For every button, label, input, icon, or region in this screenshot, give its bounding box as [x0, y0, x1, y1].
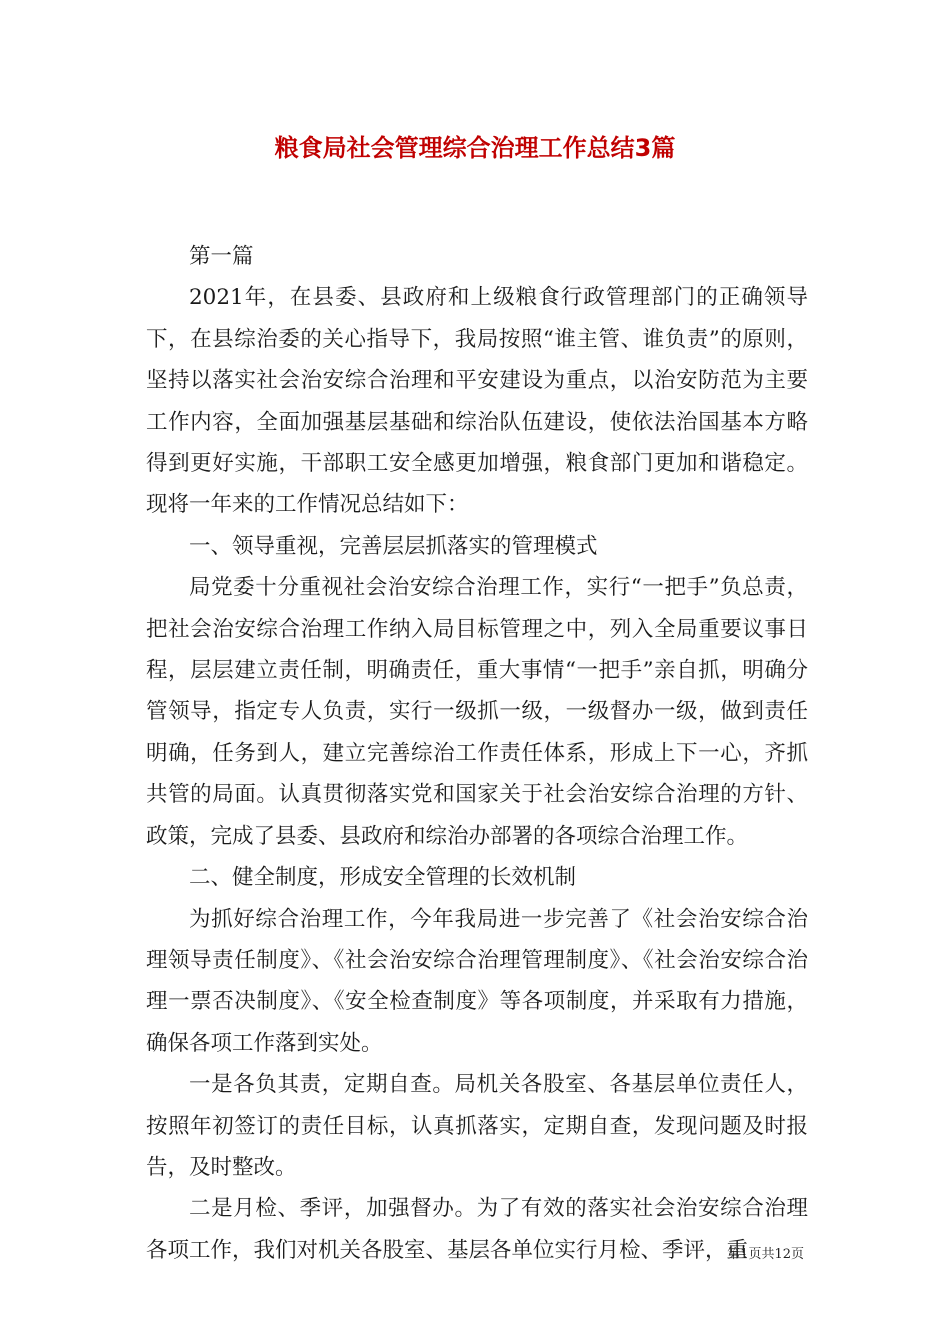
paragraph-self-check: 一是各负其责，定期自查。局机关各股室、各基层单位责任人，按照年初签订的责任目标，认真抓落实，定期自查，发现问题及时报告，及时整改。: [146, 1072, 808, 1180]
paragraph-intro: 2021年，在县委、县政府和上级粮食行政管理部门的正确领导下，在县综治委的关心指导下，我局按照“谁主管、谁负责”的原则，坚持以落实社会治安综合治理和平安建设为重点，以治安防范为主要工作内容，全面加强基层基础和综治队伍建设，使依法治国基本方略得到更好实施，干部职工安全感更加增强，粮食部门更加和谐稳定。现将一年来的工作情况总结如下：: [146, 285, 808, 518]
section-heading-1: 一、领导重视，完善层层抓落实的管理模式: [189, 533, 598, 559]
document-body: [146, 236, 808, 1271]
page-number: 第1页共12页: [727, 1247, 804, 1262]
document-title: 粮食局社会管理综合治理工作总结3篇: [274, 134, 676, 162]
section-heading-2: 二、健全制度，形成安全管理的长效机制: [189, 865, 577, 891]
section-label: 第一篇: [189, 244, 254, 269]
paragraph-leadership: 局党委十分重视社会治安综合治理工作，实行“一把手”负总责，把社会治安综合治理工作纳入局目标管理之中，列入全局重要议事日程，层层建立责任制，明确责任，重大事情“一把手”亲自抓，明确分管领导，指定专人负责，实行一级抓一级，一级督办一级，做到责任明确，任务到人，建立完善综治工作责任体系，形成上下一心，齐抓共管的局面。认真贯彻落实党和国家关于社会治安综合治理的方针、政策，完成了县委、县政府和综治办部署的各项综合治理工作。: [146, 575, 808, 849]
paragraph-monthly-check: 二是月检、季评，加强督办。为了有效的落实社会治安综合治理各项工作，我们对机关各股室、基层各单位实行月检、季评，重: [146, 1196, 808, 1263]
paragraph-systems: 为抓好综合治理工作，今年我局进一步完善了《社会治安综合治理领导责任制度》、《社会治安综合治理管理制度》、《社会治安综合治理一票否决制度》、《安全检查制度》等各项制度，并采取有力措施，确保各项工作落到实处。: [146, 906, 808, 1056]
